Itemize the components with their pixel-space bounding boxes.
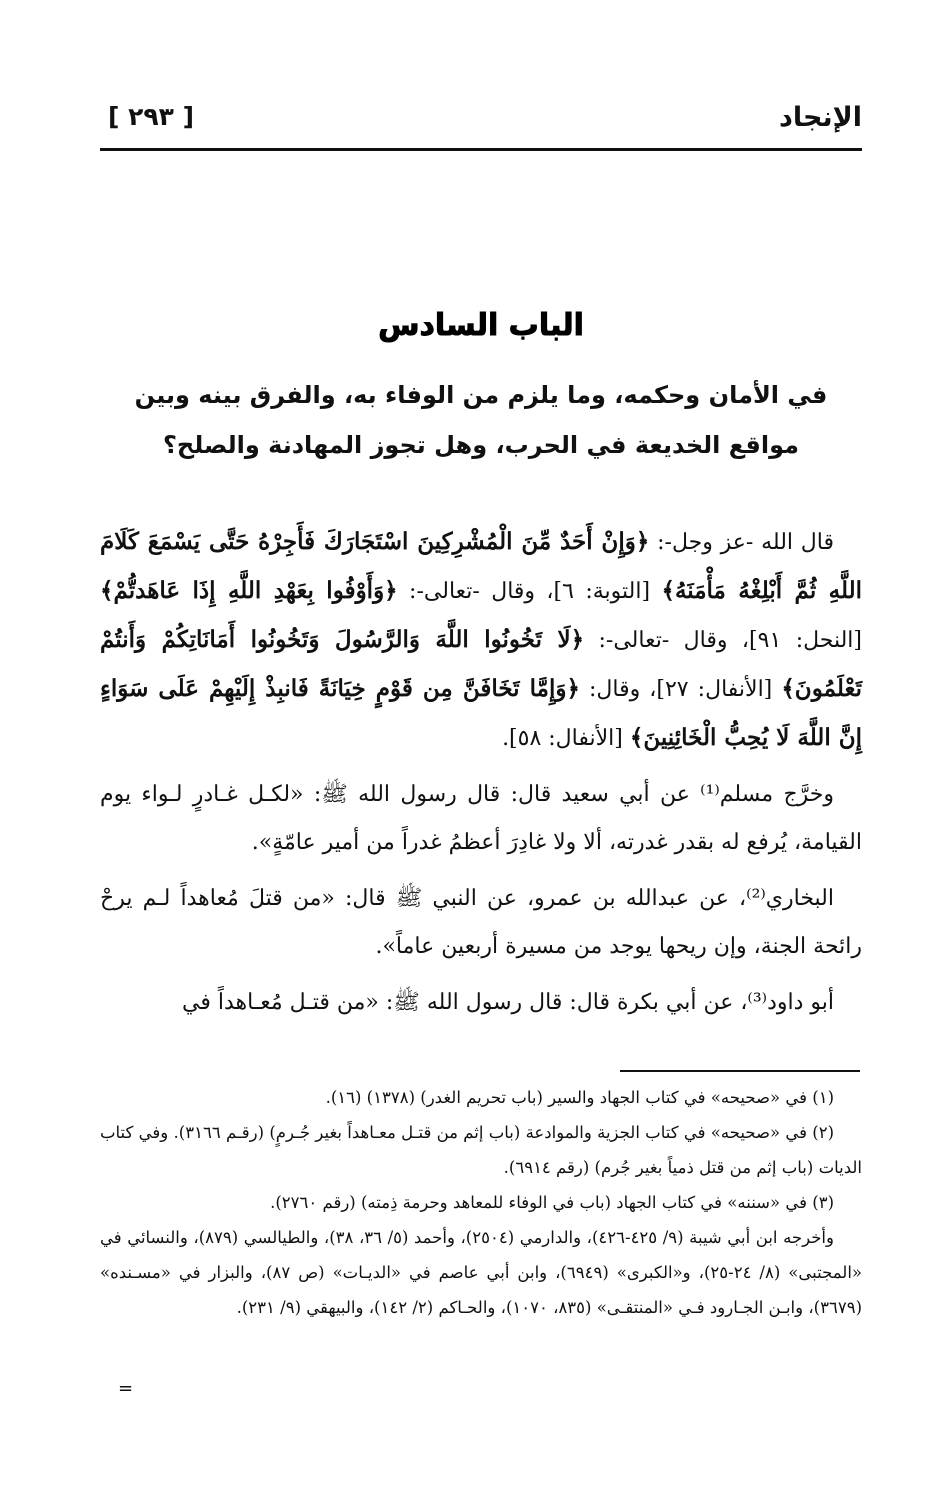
footnotes bbox=[100, 1080, 862, 1325]
quran-verse: ﴿وَأَوْفُوا بِعَهْدِ اللَّهِ إِذَا عَاهَدتُّمْ﴾ bbox=[100, 577, 398, 604]
running-title: الإنجاد bbox=[779, 102, 862, 133]
footnote-3: (٣) في «سننه» في كتاب الجهاد (باب في الوفاء للمعاهد وحرمة ذِمته) (رقم ٢٧٦٠). bbox=[270, 1193, 834, 1212]
main-text bbox=[100, 518, 862, 1035]
footnote-3-continuation: وأخرجه ابن أبي شيبة (٩/ ٤٢٥-٤٢٦)، والدارمي (٢٥٠٤)، وأحمد (٥/ ٣٦، ٣٨)، والطيالسي (٨٧٩)، والنسائي في «المجتبى» (٨/ ٢٤-٢٥)، و«الكبرى» (٦٩٤٩)، وابن أبي عاصم في «الديـات» (ص ٨٧)، والبزار في «مسـنده» (٣٦٧٩)، وابـن الجـارود فـي «المنتقـى» (٨٣٥، ١٠٧٠)، والحـاكم (٢/ ١٤٢)، والبيهقي (٩/ ٢٣١). bbox=[100, 1228, 863, 1317]
paragraph-hadith-abudawud: أبو داود⁽³⁾، عن أبي بكرة قال: قال رسول الله ﷺ: «من قتـل مُعـاهداً في bbox=[182, 990, 834, 1015]
text-segment: [النحل: ٩١]، وقال -تعالى-: bbox=[584, 628, 863, 653]
text-segment: قال الله -عز وجل-: bbox=[649, 530, 835, 555]
header-rule bbox=[100, 148, 862, 151]
quran-verse: ﴿وَإِنْ أَحَدٌ مِّنَ الْمُشْرِكِينَ اسْتَجَارَكَ فَأَجِرْهُ حَتَّى يَسْمَعَ كَلَامَ اللَّهِ ثُمَّ أَبْلِغْهُ مَأْمَنَهُ﴾ bbox=[100, 528, 862, 604]
paragraph-hadith-muslim: وخرَّج مسلم⁽¹⁾ عن أبي سعيد قال: قال رسول الله ﷺ: «لكـل غـادرٍ لـواء يوم القيامة، يُرفع له بقدر غدرته، ألا ولا غادِرَ أعظمُ غدراً من أمير عامّةٍ». bbox=[100, 782, 862, 855]
footnote-2: (٢) في «صحيحه» في كتاب الجزية والموادعة (باب إثم من قتـل معـاهداً بغير جُـرمٍ) (رقـم ٣١٦٦). وفي كتاب الديات (باب إثم من قتل ذمياً بغير جُرم) (رقم ٦٩١٤). bbox=[100, 1123, 862, 1177]
paragraph-quran-verses bbox=[100, 518, 862, 763]
footnote-1: (١) في «صحيحه» في كتاب الجهاد والسير (باب تحريم الغدر) (١٣٧٨) (١٦). bbox=[325, 1088, 834, 1107]
paragraph-hadith-bukhari: البخاري⁽²⁾، عن عبدالله بن عمرو، عن النبي ﷺ قال: «من قتلَ مُعاهداً لـم يرحْ رائحة الجنة، وإن ريحها يوجد من مسيرة أربعين عاماً». bbox=[100, 886, 862, 959]
quran-verse: ﴿وَإِمَّا تَخَافَنَّ مِن قَوْمٍ خِيَانَةً فَانبِذْ إِلَيْهِمْ عَلَى سَوَاءٍ إِنَّ اللَّهَ لَا يُحِبُّ الْخَائِنِينَ﴾ bbox=[100, 675, 862, 751]
text-segment: [التوبة: ٦]، وقال -تعالى-: bbox=[397, 579, 662, 604]
continued-mark: = bbox=[118, 1378, 134, 1399]
quran-verse: ﴿لَا تَخُونُوا اللَّهَ وَالرَّسُولَ وَتَخُونُوا أَمَانَاتِكُمْ وَأَنتُمْ تَعْلَمُونَ﴾ bbox=[100, 626, 862, 702]
page-header bbox=[100, 98, 862, 148]
chapter-subtitle: في الأمان وحكمه، وما يلزم من الوفاء به، والفرق بينه وبين مواقع الخديعة في الحرب، وهل تجوز المهادنة والصلح؟ bbox=[134, 381, 828, 459]
text-segment: [الأنفال: ٢٧]، وقال: bbox=[579, 677, 782, 702]
text-segment: [الأنفال: ٥٨]. bbox=[502, 726, 630, 751]
chapter-title: الباب السادس bbox=[378, 308, 584, 343]
footnote-rule bbox=[620, 1070, 860, 1072]
page-number: [ ٢٩٣ ] bbox=[108, 102, 195, 131]
